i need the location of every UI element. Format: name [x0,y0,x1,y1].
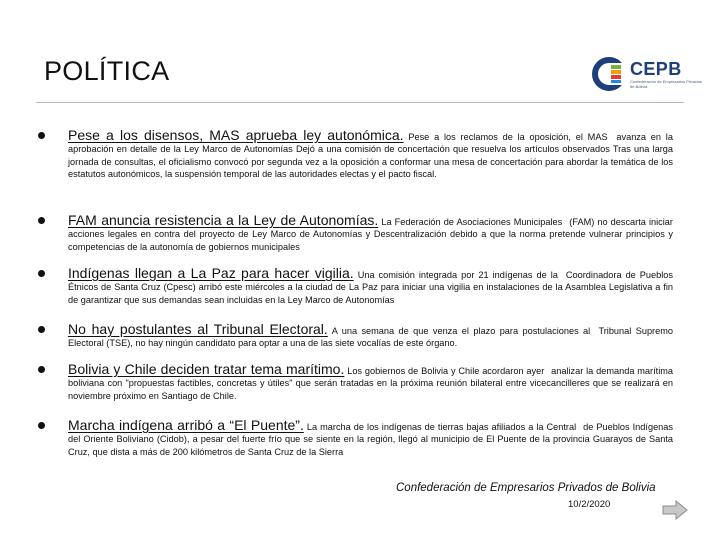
news-body: (FAM) no descarta iniciar acciones legales en contra del proyecto de Ley Marco de Autonomías y Descentralización debido a que la norma pretende vulnerar principios y competencias de la autonomía de gobiernos municipales [68,217,673,252]
news-body: de Pueblos Indígenas del Oriente Boliviano (Cidob), a pesar del fuerte frío que se siente en la región, llegó al municipio de El Puente de la provincia Guarayos de Santa Cruz, que dista a más de 200 kilómetros de Santa Cruz de la Sierra [68,422,673,457]
bullet-icon [38,366,45,373]
news-lead: La Federación de Asociaciones Municipales [381,217,563,227]
bullet-icon [38,422,45,429]
news-headline[interactable]: No hay postulantes al Tribunal Electoral [68,321,324,337]
next-slide-arrow-icon[interactable] [662,500,688,520]
footer-organization: Confederación de Empresarios Privados de Bolivia [396,482,656,494]
news-paragraph: No hay postulantes al Tribunal Electoral. A una semana de que venza el plazo para postulaciones al Tribunal Supremo Electoral (TSE), no hay ningún candidato para optar a una de las siete vocalías de este órgano. [68,321,673,349]
news-body: avanza en la aprobación en detalle de la Ley Marco de Autonomías Dejó a una comisión de concertación que resuelva los artículos observados Tras una larga jornada de consultas, el oficialismo convocó por segunda vez a la oposición a conformar una mesa de concertación para abordar la temática de los estatutos autonómicos, la suspensión temporal de las autoridades electas y el pacto fiscal. [68,132,673,179]
bullet-icon [38,270,45,277]
news-lead: Pese a los reclamos de la oposición, el MAS [408,132,608,142]
logo-subtitle: Confederación de Empresarios Privados de Bolivia [630,79,702,89]
news-headline[interactable]: Indígenas llegan a La Paz para hacer vigilia [68,265,350,281]
news-paragraph: Pese a los disensos, MAS aprueba ley autonómica. Pese a los reclamos de la oposición, el MAS avanza en la aprobación en detalle de la Ley Marco de Autonomías Dejó a una comisión de concertación que resuelva los artículos observados Tras una larga jornada de consultas, el oficialismo convocó por segunda vez a la oposición a conformar una mesa de concertación para abordar la temática de los estatutos autonómicos, la suspensión temporal de las autoridades electas y el pacto fiscal. [68,127,673,179]
bullet-icon [38,217,45,224]
news-paragraph: Bolivia y Chile deciden tratar tema marítimo. Los gobiernos de Bolivia y Chile acordaron ayer analizar la demanda marítima boliviana con "propuestas factibles, concretas y útiles" que serán tratadas en la próxima reunión bilateral entre vicecancilleres que se realizará en noviembre próximo en Santiago de Chile. [68,361,673,401]
news-paragraph: Indígenas llegan a La Paz para hacer vigilia. Una comisión integrada por 21 indígenas de la Coordinadora de Pueblos Étnicos de Santa Cruz (Cpesc) arribó este miércoles a la ciudad de La Paz para iniciar una vigilia en instalaciones de la Asamblea Legislativa a fin de garantizar que sus demandas sean incluidas en la Ley Marco de Autonomías [68,265,673,305]
bullet-icon [38,326,45,333]
news-headline[interactable]: Pese a los disensos, MAS aprueba ley autonómica [68,127,400,143]
news-headline[interactable]: Marcha indígena arribó a “El Puente” [68,417,300,433]
news-paragraph: FAM anuncia resistencia a la Ley de Autonomías. La Federación de Asociaciones Municipales (FAM) no descarta iniciar acciones legales en contra del proyecto de Ley Marco de Autonomías y Descentralización debido a que la norma pretende vulnerar principios y competencias de la autonomía de gobiernos municipales [68,212,673,252]
footer-date: 10/2/2020 [568,499,611,510]
news-lead: Los gobiernos de Bolivia y Chile acordaron ayer [347,366,545,376]
news-headline[interactable]: FAM anuncia resistencia a la Ley de Autonomías [68,212,375,228]
news-body: Tribunal Supremo Electoral (TSE), no hay ningún candidato para optar a una de las siete vocalías de este órgano. [68,326,673,349]
news-body: Coordinadora de Pueblos Étnicos de Santa Cruz (Cpesc) arribó este miércoles a la ciudad de La Paz para iniciar una vigilia en instalaciones de la Asamblea Legislativa a fin de garantizar que sus demandas sean incluidas en la Ley Marco de Autonomías [68,270,673,305]
news-paragraph: Marcha indígena arribó a “El Puente”. La marcha de los indígenas de tierras bajas afiliados a la Central de Pueblos Indígenas del Oriente Boliviano (Cidob), a pesar del fuerte frío que se siente en la región, llegó al municipio de El Puente de la provincia Guarayos de Santa Cruz, que dista a más de 200 kilómetros de Santa Cruz de la Sierra [68,417,673,457]
page-title: POLÍTICA [44,56,170,86]
logo-wordmark: CEPB [630,59,682,79]
news-lead: Una comisión integrada por 21 indígenas de la [357,270,558,280]
news-lead: La marcha de los indígenas de tierras bajas afiliados a la Central [306,422,577,432]
news-headline[interactable]: Bolivia y Chile deciden tratar tema marítimo [68,361,341,377]
news-body: analizar la demanda marítima boliviana con "propuestas factibles, concretas y útiles" que serán tratadas en la próxima reunión bilateral entre vicecancilleres que se realizará en noviembre próximo en Santiago de Chile. [68,366,673,401]
bullet-icon [38,132,45,139]
news-lead: A una semana de que venza el plazo para postulaciones al [331,326,591,336]
